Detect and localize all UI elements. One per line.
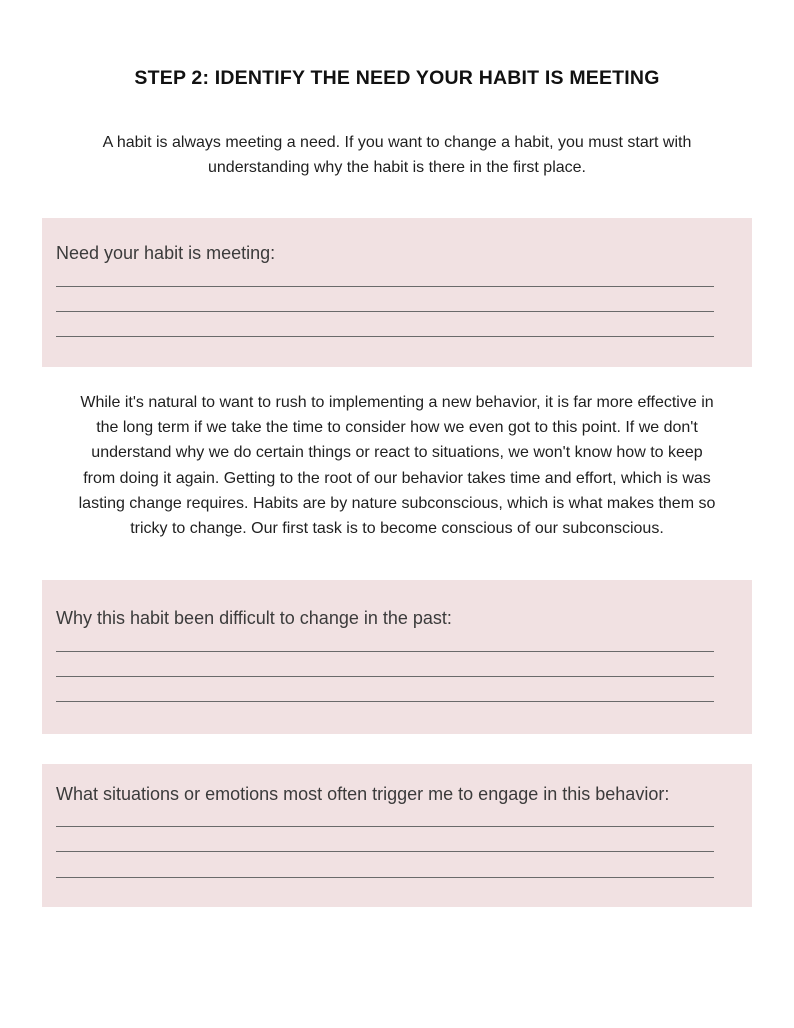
triggers-response-box [42,764,752,907]
intro-text [60,130,734,180]
intro-line: understanding why the habit is there in the first place. [208,159,586,176]
answer-line[interactable] [56,336,714,337]
paragraph-line: While it's natural to want to rush to implementing a new behavior, it is far more effective in [80,394,714,411]
answer-line[interactable] [56,286,714,287]
paragraph-line: understand why we do certain things or react to situations, we won't know how to keep [91,444,703,462]
paragraph-line: tricky to change. Our first task is to become conscious of our subconscious. [130,520,664,538]
answer-line[interactable] [56,826,714,827]
answer-line[interactable] [56,877,714,878]
answer-line[interactable] [56,311,714,312]
answer-line[interactable] [56,676,714,677]
difficulty-response-box [42,580,752,734]
need-response-box [42,218,752,367]
explanation-paragraph [36,390,758,541]
paragraph-line: from doing it again. Getting to the root of our behavior takes time and effort, which is was [83,469,711,487]
difficulty-prompt: Why this habit been difficult to change in the past: [56,608,452,628]
need-prompt: Need your habit is meeting: [56,243,276,263]
triggers-prompt: What situations or emotions most often trigger me to engage in this behavior: [56,784,670,804]
intro-line: A habit is always meeting a need. If you want to change a habit, you must start with [102,134,692,151]
answer-line[interactable] [56,851,714,852]
answer-line[interactable] [56,651,714,652]
paragraph-line: lasting change requires. Habits are by nature subconscious, which is what makes them so [78,494,716,512]
answer-line[interactable] [56,701,714,702]
page-title: STEP 2: IDENTIFY THE NEED YOUR HABIT IS MEETING [134,67,660,89]
paragraph-line: the long term if we take the time to consider how we even got to this point. If we don't [96,419,698,437]
